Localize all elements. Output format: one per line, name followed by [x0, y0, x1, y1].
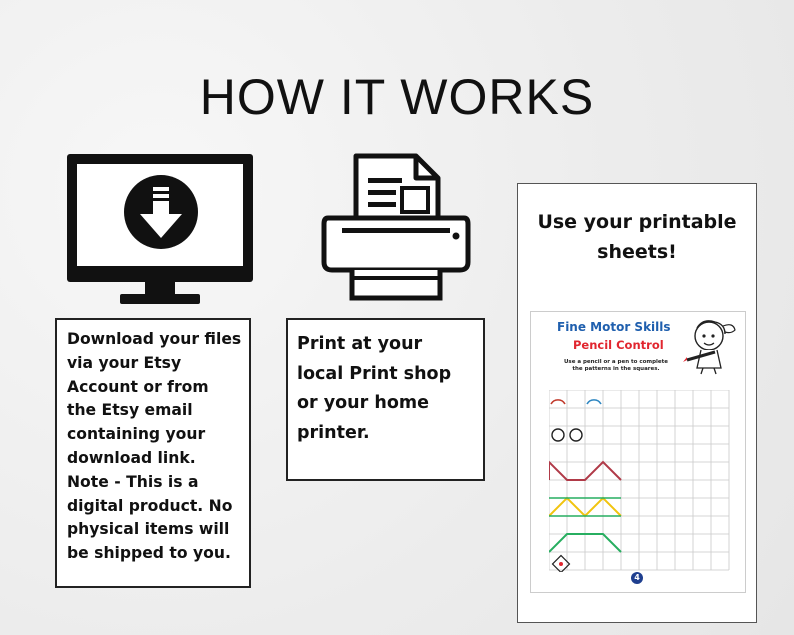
- worksheet-page-number: 4: [631, 572, 643, 584]
- tracing-grid: [549, 390, 731, 572]
- step-print-line: local Print shop: [297, 363, 452, 384]
- step-download-line: be shipped to you.: [67, 544, 231, 563]
- step-download-line: Account or from: [67, 377, 209, 396]
- step-download-line: via your Etsy: [67, 353, 182, 372]
- girl-with-pencil-icon: [681, 316, 739, 376]
- step-download-line: physical items will: [67, 520, 230, 539]
- worksheet-preview: [530, 311, 746, 593]
- page-title: HOW IT WORKS: [199, 69, 595, 125]
- step-download-line: Note - This is a: [67, 472, 199, 491]
- step-print-line: printer.: [297, 422, 370, 443]
- step-print-line: Print at your: [297, 334, 423, 354]
- worksheet-title: Fine Motor Skills: [557, 320, 671, 334]
- download-monitor-icon: [65, 152, 255, 310]
- step-download-line: the Etsy email: [67, 401, 193, 420]
- step-use-line: sheets!: [597, 241, 677, 263]
- step-download-line: containing your: [67, 425, 206, 444]
- step-use-heading: [518, 207, 756, 267]
- step-use-card: [517, 183, 757, 623]
- printer-icon: [318, 152, 474, 304]
- worksheet-subtitle: Pencil Control: [573, 338, 664, 352]
- step-use-line: Use your printable: [537, 211, 737, 233]
- step-download-line: download link.: [67, 448, 196, 467]
- step-print-line: or your home: [297, 393, 429, 413]
- step-download-line: digital product. No: [67, 496, 233, 515]
- step-print-card: [286, 318, 485, 481]
- step-download-card: [55, 318, 251, 588]
- worksheet-instructions: Use a pencil or a pen to complete the patterns in the squares.: [563, 359, 669, 372]
- step-download-line: Download your files: [67, 330, 242, 348]
